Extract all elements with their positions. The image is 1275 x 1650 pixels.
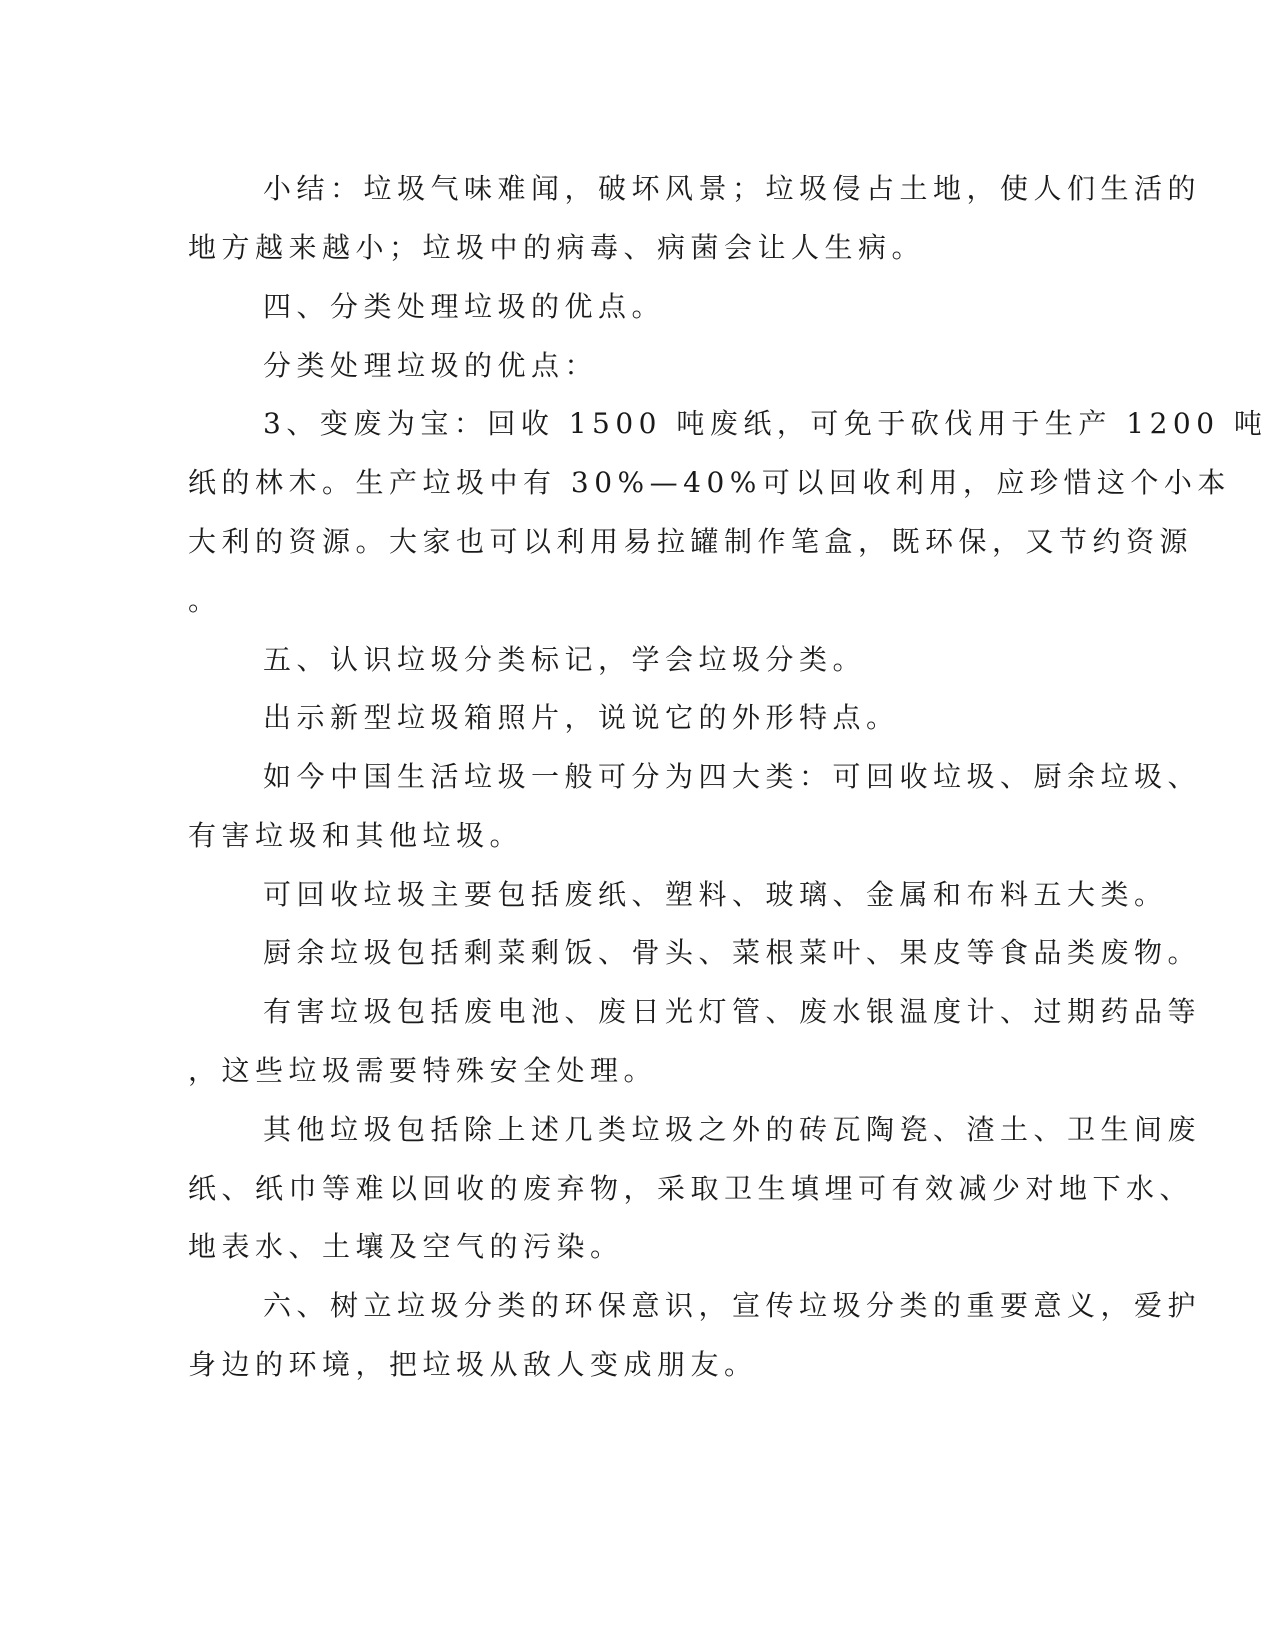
text-line: 如今中国生活垃圾一般可分为四大类：可回收垃圾、厨余垃圾、 (263, 760, 1202, 793)
text-line: 纸、纸巾等难以回收的废弃物，采取卫生填埋可有效减少对地下水、 (188, 1172, 1194, 1205)
text-line: 。 (188, 584, 222, 617)
section-heading: 六、树立垃圾分类的环保意识，宣传垃圾分类的重要意义，爱护 (263, 1289, 1202, 1322)
section-heading: 五、认识垃圾分类标记，学会垃圾分类。 (263, 643, 867, 676)
text-line: 小结：垃圾气味难闻，破坏风景；垃圾侵占土地，使人们生活的 (263, 172, 1202, 205)
text-line: 有害垃圾和其他垃圾。 (188, 819, 524, 852)
text-line: 分类处理垃圾的优点： (263, 349, 599, 382)
text-line: 可回收垃圾主要包括废纸、塑料、玻璃、金属和布料五大类。 (263, 878, 1168, 911)
text-line: 大利的资源。大家也可以利用易拉罐制作笔盒，既环保，又节约资源 (188, 525, 1194, 558)
text-line: 厨余垃圾包括剩菜剩饭、骨头、菜根菜叶、果皮等食品类废物。 (263, 936, 1202, 969)
text-line: 其他垃圾包括除上述几类垃圾之外的砖瓦陶瓷、渣土、卫生间废 (263, 1113, 1202, 1146)
text-line: 身边的环境，把垃圾从敌人变成朋友。 (188, 1348, 758, 1381)
text-line: ，这些垃圾需要特殊安全处理。 (188, 1054, 658, 1087)
text-line: 有害垃圾包括废电池、废日光灯管、废水银温度计、过期药品等 (263, 995, 1202, 1028)
text-line: 纸的林木。生产垃圾中有 30%—40%可以回收利用，应珍惜这个小本 (188, 466, 1231, 499)
section-heading: 四、分类处理垃圾的优点。 (263, 290, 666, 323)
text-line: 出示新型垃圾箱照片，说说它的外形特点。 (263, 701, 900, 734)
text-line: 地表水、土壤及空气的污染。 (188, 1230, 624, 1263)
text-line: 地方越来越小；垃圾中的病毒、病菌会让人生病。 (188, 231, 926, 264)
text-line: 3、变废为宝：回收 1500 吨废纸，可免于砍伐用于生产 1200 吨 (263, 407, 1268, 440)
